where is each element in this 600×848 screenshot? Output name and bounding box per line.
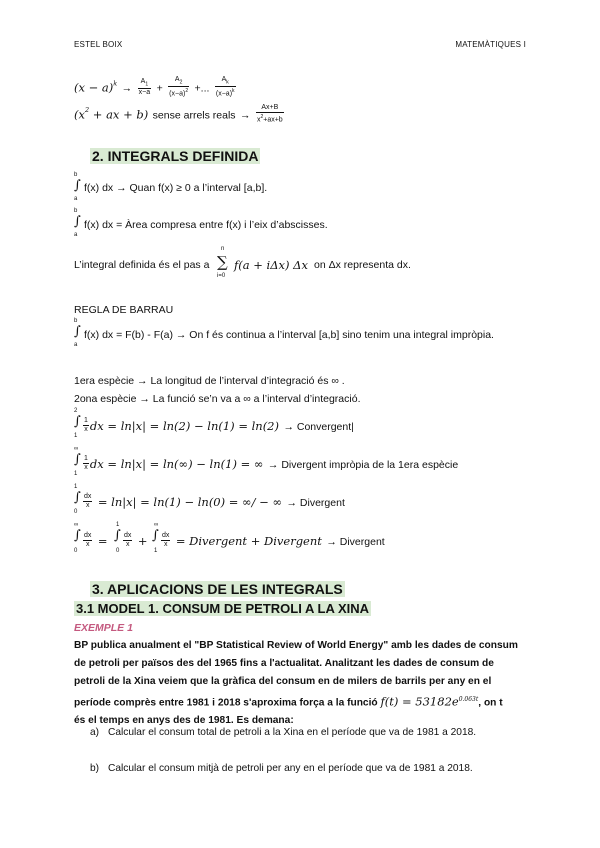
- question-a: a) Calcular el consum total de petroli a la Xina en el període que va de 1981 a 2018.: [90, 727, 477, 738]
- partial-fraction-quadratic: ($x^2$ + ax + b) sense arrels reals → $\frac{Ax+B}{x^2+ax+b}$: [74, 104, 283, 124]
- barrow-title: REGLA DE BARRAU: [74, 304, 174, 316]
- section-3-title: 3. APLICACIONS DE LES INTEGRALS: [92, 581, 343, 597]
- section-2-title: 2. INTEGRALS DEFINIDA: [92, 148, 259, 164]
- example-integral-4: ∞ ∫ 0 $\frac{dx}{x}$ = 1 ∫ 0 $\frac{dx}{x}$ + ∞ ∫ 1 $\frac{dx}{x}$ = Divergent + Divergent → Divergent: [74, 522, 385, 554]
- definition-integral-positive: b ∫ a f(x) dx → Quan f(x) ≥ 0 a l’interval [a,b].: [74, 172, 268, 202]
- header-author: ESTEL BOIX: [74, 40, 123, 49]
- improper-first-kind: 1era espècie → La longitud de l’interval d’integració és ∞ .: [74, 375, 345, 387]
- example-integral-3: 1 ∫ 0 $\frac{dx}{x}$ = ln|x| = ln(1) − ln(0) = ∞/ − ∞ → Divergent: [74, 484, 345, 515]
- problem-statement: BP publica anualment el "BP Statistical Review of World Energy" amb les dades de consum de petroli per països des del 1965 fins a l'actualitat. Analitzant les dades de consum de petroli de la Xina veiem que la gràfica del consum en de milers de barrils per any en el període comprès entre 1981 i 2018 s'aproxima força a la funció $f(t) = 53182e^{0.063t}$, on t és el temps en anys des de 1981. Es demana:: [74, 640, 518, 727]
- example-label: EXEMPLE 1: [74, 622, 133, 634]
- question-b: b) Calcular el consum mitjà de petroli per any en el període que va de 1981 a 2018.: [90, 763, 473, 774]
- improper-second-kind: 2ona espècie → La funció se’n va a ∞ a l’interval d’integració.: [74, 393, 361, 405]
- example-integral-1: 2 ∫ 1 $\frac{1}{x}$ dx = ln|x| = ln(2) − ln(1) = ln(2) → Convergent|: [74, 408, 354, 439]
- barrow-rule: b ∫ a f(x) dx = F(b) - F(a) → On f és continua a l’interval [a,b] sino tenim una integral impròpia.: [74, 318, 494, 348]
- partial-fraction-linear: $(x - a)^k$ → $\frac{A_1}{x-a}$ + $\frac{A_2}{(x-a)^2}$ +... $\frac{A_k}{(x-a)^k}$: [74, 76, 235, 98]
- example-integral-2: ∞ ∫ 1 $\frac{1}{x}$ dx = ln|x| = ln(∞) − ln(1) = ∞ → Divergent impròpia de la 1era espècie: [74, 446, 459, 477]
- riemann-sum-definition: L’integral definida és el pas a n ∑ i=0 f(a + iΔx) Δx on Δx representa dx.: [74, 246, 411, 279]
- definition-integral-area: b ∫ a f(x) dx = Àrea compresa entre f(x) i l’eix d’abscisses.: [74, 208, 328, 238]
- subsection-3-1-title: 3.1 MODEL 1. CONSUM DE PETROLI A LA XINA: [76, 601, 370, 616]
- header-subject: MATEMÀTIQUES I: [455, 40, 526, 49]
